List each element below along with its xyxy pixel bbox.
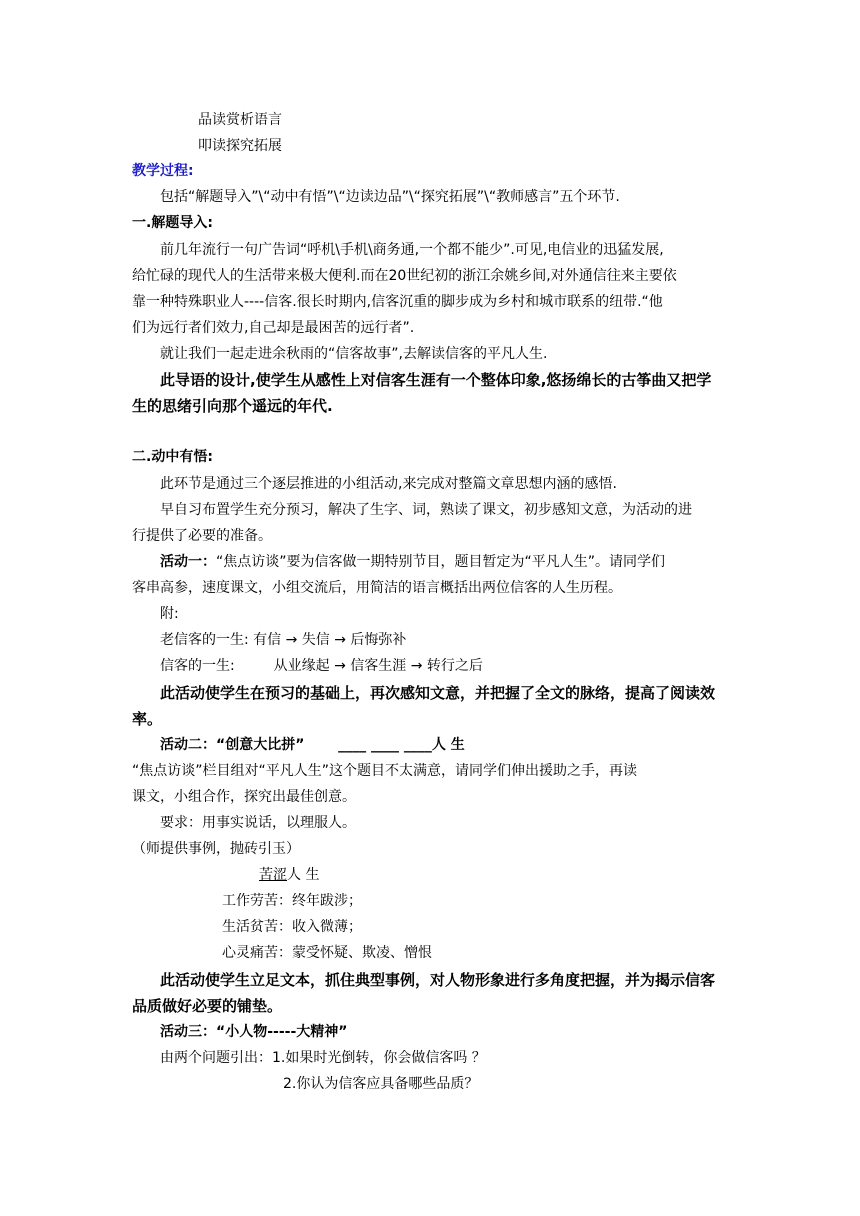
text-line: 生活贫苦：收入微薄；	[222, 919, 362, 935]
text-line: 叩读探究拓展	[198, 138, 282, 154]
path-steps: 有信 → 失信 → 后悔弥补	[253, 632, 407, 648]
text-line: 就让我们一起走进余秋雨的“信客故事”,去解读信客的平凡人生.	[160, 346, 548, 362]
text-line: 行提供了必要的准备。	[132, 528, 272, 544]
underlined-word: 苦涩	[259, 867, 287, 883]
activity-text: “焦点访谈”要为信客做一期特别节目，题目暂定为“平凡人生”。请同学们	[216, 554, 666, 570]
activity-label: 活动一：	[160, 554, 216, 570]
text-line: 包括“解题导入”\“动中有悟”\“边读边品”\“探究拓展”\“教师感言”五个环节.	[160, 189, 620, 205]
text-span: 由两个问题引出：	[160, 1050, 272, 1066]
section-heading: 一.解题导入:	[132, 215, 213, 231]
text-line	[160, 656, 483, 676]
blank-line: ____	[371, 737, 400, 753]
text-line: 客串高参，速度课文，小组交流后，用简洁的语言概括出两位信客的人生历程。	[132, 580, 622, 596]
text-line: 心灵痛苦：蒙受怀疑、欺凌、憎恨	[222, 945, 432, 961]
text-line	[160, 552, 665, 572]
text-line: 品读赏析语言	[198, 112, 282, 128]
bold-comment: 此导语的设计,使学生从感性上对信客生涯有一个整体印象,悠扬绵长的古筝曲又把学	[160, 371, 712, 389]
bold-comment: 此活动使学生在预习的基础上，再次感知文意，并把握了全文的脉络，提高了阅读效	[160, 684, 716, 702]
teaching-process-heading: 教学过程:	[132, 163, 194, 179]
text-line: 们为远行者们效力,自己却是最困苦的远行者”.	[132, 320, 415, 336]
text-line	[160, 630, 406, 650]
text-line: 要求：用事实说话，以理服人。	[160, 815, 356, 831]
section-heading: 二.动中有悟:	[132, 449, 213, 465]
blank-line: ____	[338, 737, 367, 753]
text-line: 工作劳苦：终年跋涉；	[222, 893, 362, 909]
path-label: 老信客的一生:	[160, 632, 249, 648]
path-steps: 从业缘起 → 信客生涯 → 转行之后	[273, 658, 483, 674]
blank-line: ____	[403, 737, 432, 753]
activity-tail: 人 生	[431, 737, 465, 753]
activity-three-heading: 活动三：“小人物-----大精神”	[160, 1024, 348, 1040]
text-line: （师提供事例，抛砖引玉）	[132, 841, 300, 857]
text-line	[259, 865, 319, 885]
path-label: 信客的一生:	[160, 658, 235, 674]
text-line: 靠一种特殊职业人----信客.很长时期内,信客沉重的脚步成为乡村和城市联系的纽带.“他	[132, 294, 663, 310]
bold-comment: 生的思绪引向那个遥远的年代.	[132, 397, 333, 415]
text-line: 前几年流行一句广告词“呼机\手机\商务通,一个都不能少”.可见,电信业的迅猛发展,	[160, 242, 664, 258]
text-line: 此环节是通过三个逐层推进的小组活动,来完成对整篇文章思想内涵的感悟.	[160, 476, 617, 492]
text-span: 人 生	[287, 867, 320, 883]
bold-comment: 品质做好必要的铺垫。	[132, 997, 283, 1015]
bold-comment: 率。	[132, 710, 163, 728]
text-line: 附:	[160, 606, 179, 622]
text-line: 给忙碌的现代人的生活带来极大便利.而在20世纪初的浙江余姚乡间,对外通信往来主要依	[132, 268, 677, 284]
question-two: 2.你认为信客应具备哪些品质？	[283, 1076, 479, 1092]
text-line: 早自习布置学生充分预习，解决了生字、词，熟读了课文，初步感知文意，为活动的进	[160, 502, 692, 518]
activity-title: 活动二：“创意大比拼”	[160, 737, 305, 753]
text-line: “焦点访谈”栏目组对“平凡人生”这个题目不太满意，请同学们伸出援助之手，再读	[132, 763, 638, 779]
text-line	[160, 1048, 486, 1068]
bold-comment: 此活动使学生立足文本，抓住典型事例，对人物形象进行多角度把握，并为揭示信客	[160, 971, 716, 989]
question-one: 1.如果时光倒转，你会做信客吗 ？	[272, 1050, 486, 1066]
text-line: 课文，小组合作，探究出最佳创意。	[132, 789, 356, 805]
activity-two-heading	[160, 735, 465, 755]
